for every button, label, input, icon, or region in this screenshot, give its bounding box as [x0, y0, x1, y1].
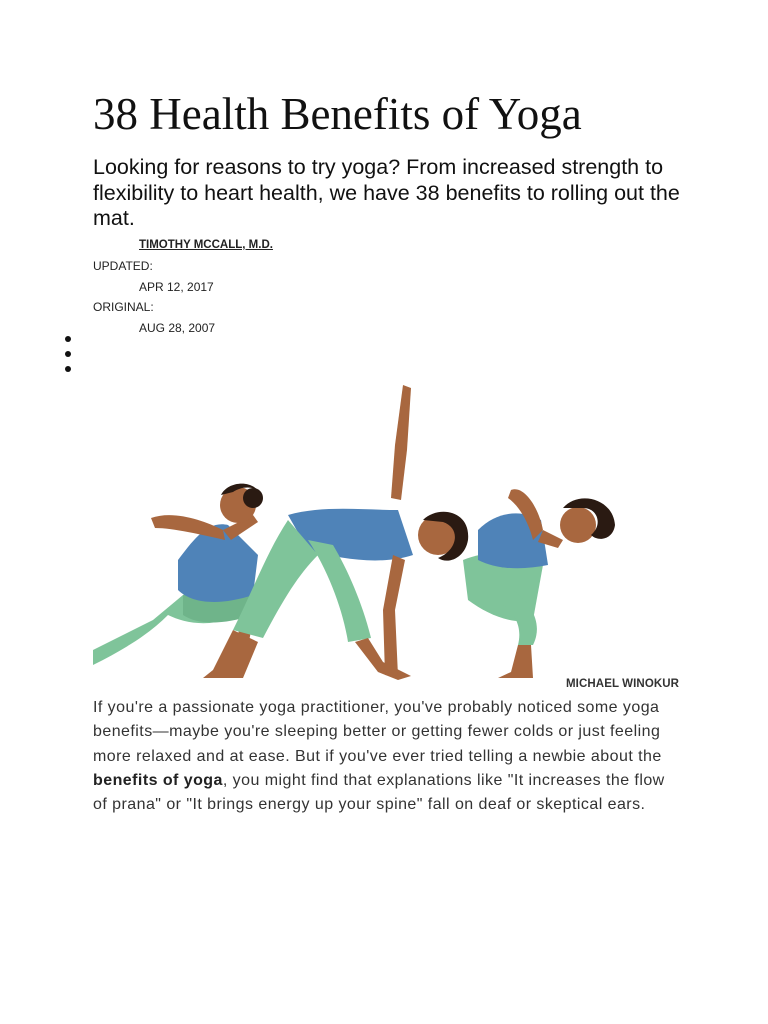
share-bullet[interactable] [65, 351, 71, 357]
article-title: 38 Health Benefits of Yoga [93, 89, 582, 139]
body-text-part: , you might find that explanations like "It increases the flow of prana" or "It brings energy up your spine" fall on deaf or skeptical ears. [93, 771, 665, 814]
updated-date: APR 12, 2017 [139, 280, 214, 294]
yogi-figure-right [463, 489, 615, 678]
share-list [65, 336, 71, 381]
benefits-of-yoga-link[interactable]: benefits of yoga [93, 771, 223, 789]
original-date: AUG 28, 2007 [139, 321, 216, 335]
share-bullet[interactable] [65, 366, 71, 372]
share-bullet[interactable] [65, 336, 71, 342]
article-body-paragraph [93, 696, 683, 817]
article-dek: Looking for reasons to try yoga? From increased strength to flexibility to heart health, we have 38 benefits to rolling out the mat. [93, 155, 680, 230]
yogi-figure-center [203, 385, 468, 680]
updated-label: UPDATED: [93, 259, 153, 273]
author-link[interactable]: TIMOTHY MCCALL, M.D. [139, 239, 273, 251]
photo-credit: MICHAEL WINOKUR [566, 678, 680, 690]
body-text-part: If you're a passionate yoga practitioner, you've probably noticed some yoga benefits—maybe you're sleeping better or getting fewer colds or just feeling more relaxed and at ease. But if you've ever tried telling a newbie about the [93, 699, 662, 765]
original-label: ORIGINAL: [93, 300, 154, 314]
yoga-poses-photo [93, 380, 678, 690]
